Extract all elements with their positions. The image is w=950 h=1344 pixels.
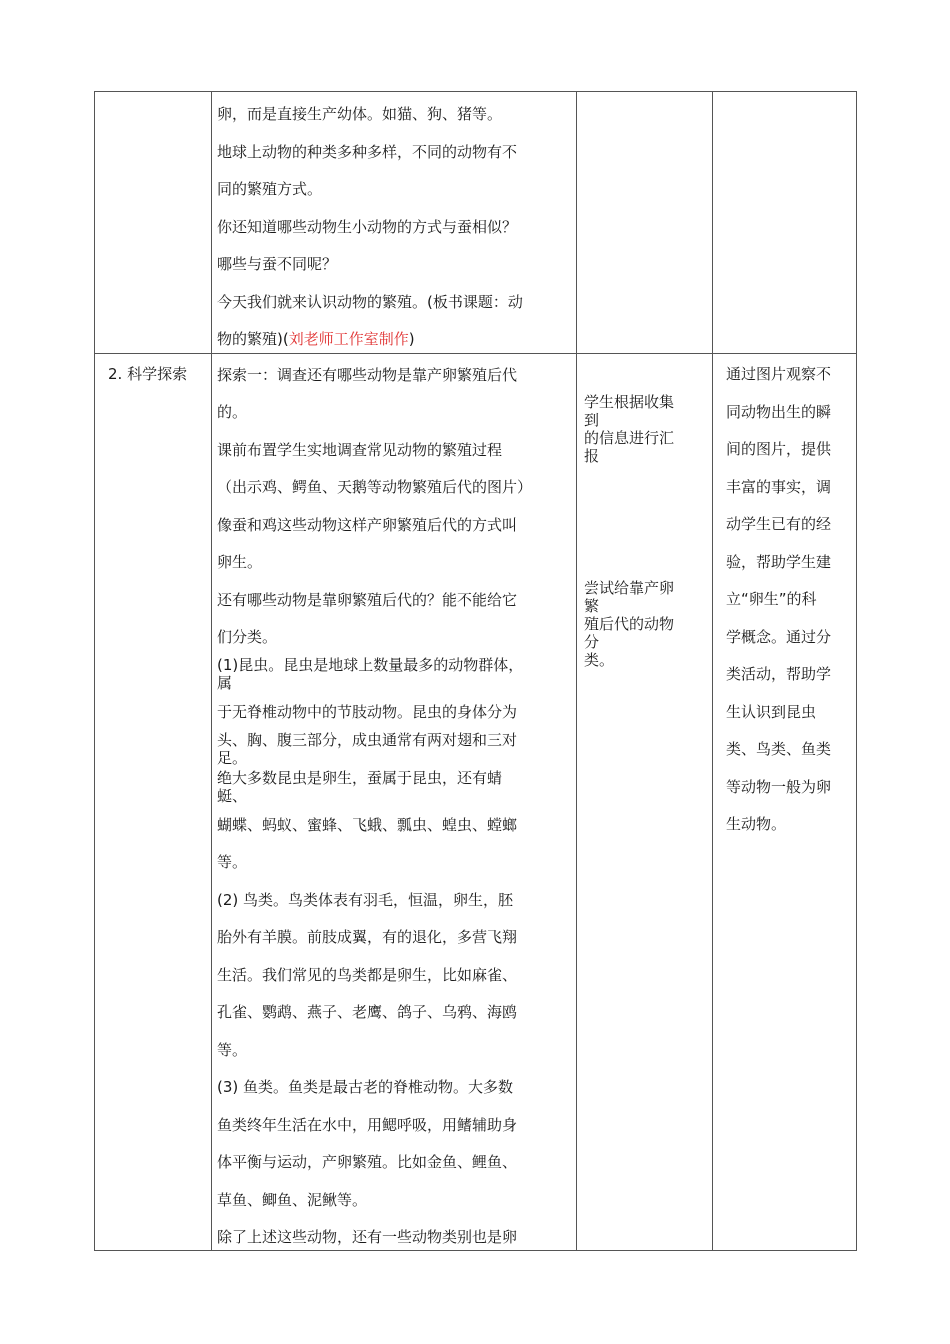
text-line: 学生根据收集 [584, 393, 675, 411]
text-line: 体平衡与运动，产卵繁殖。比如金鱼、鲤鱼、 [217, 1153, 518, 1171]
text-line: 绝大多数昆虫是卵生，蚕属于昆虫，还有蜻 [217, 769, 503, 787]
step-label: 2. 科学探索 [108, 365, 188, 383]
text-line: (3) 鱼类。鱼类是最古老的脊椎动物。大多数 [217, 1078, 514, 1096]
text-line: 通过图片观察不 [726, 365, 832, 383]
text-line: 还有哪些动物是靠卵繁殖后代的？能不能给它 [217, 591, 518, 609]
text-line: 同动物出生的瞬 [726, 402, 832, 421]
text-line: 属 [217, 674, 233, 692]
text-line: 验，帮助学生建 [726, 552, 832, 571]
row2-teaching-content [217, 354, 573, 1249]
text-line: (1)昆虫。昆虫是地球上数量最多的动物群体， [217, 656, 524, 674]
text-line: 的。 [217, 403, 248, 421]
column-divider-2 [576, 91, 577, 1251]
text-line: 等。 [217, 853, 248, 871]
text-line: 卵，而是直接生产幼体。如猫、狗、猪等。 [217, 105, 503, 123]
text-line: 蝴蝶、蚂蚁、蜜蜂、飞蛾、瓢虫、蝗虫、螳螂 [217, 816, 518, 834]
text-line: 头、胸、腹三部分，成虫通常有两对翅和三对 [217, 731, 518, 749]
text-line: 繁 [584, 597, 600, 615]
text-line: 今天我们就来认识动物的繁殖。(板书课题：动 [217, 292, 523, 311]
table-border-right [856, 91, 857, 1251]
text-line: 学概念。通过分 [726, 627, 832, 646]
text-line: 足。 [217, 749, 248, 767]
text-line: 类。 [584, 651, 615, 669]
table-border-bottom [94, 1250, 857, 1251]
text-line: 殖后代的动物 [584, 615, 675, 633]
text-line: 等。 [217, 1041, 248, 1059]
text-line: 鱼类终年生活在水中，用鳃呼吸，用鳍辅助身 [217, 1116, 518, 1134]
text-line: 们分类。 [217, 628, 278, 646]
text-line: 探索一：调查还有哪些动物是靠产卵繁殖后代 [217, 366, 518, 384]
text-line: 类活动，帮助学 [726, 665, 832, 683]
text-line: 胎外有羊膜。前肢成翼，有的退化，多营飞翔 [217, 928, 518, 946]
text-line: 同的繁殖方式。 [217, 180, 323, 198]
column-divider-3 [712, 91, 713, 1251]
text-line: 立“卵生”的科 [726, 590, 817, 608]
text-line: 蜓、 [217, 787, 248, 805]
text-line: 的信息进行汇 [584, 429, 675, 447]
text-line-with-attribution [217, 321, 523, 359]
table-border-left [94, 91, 95, 1251]
text-line: (2) 鸟类。鸟类体表有羽毛，恒温，卵生，胚 [217, 891, 514, 909]
text-line: 生动物。 [726, 815, 787, 833]
text-line: 丰富的事实，调 [726, 477, 832, 496]
text-line: 类、鸟类、鱼类 [726, 740, 832, 758]
text-line: 尝试给靠产卵 [584, 579, 675, 597]
student-activity-report [584, 393, 674, 465]
paren-open: ( [282, 330, 289, 348]
text-line: 卵生。 [217, 553, 263, 571]
text-line: 地球上动物的种类多种多样，不同的动物有不 [217, 142, 518, 161]
text-line: 除了上述这些动物，还有一些动物类别也是卵 [217, 1228, 518, 1246]
text-line: 分 [584, 633, 600, 651]
text-line: （出示鸡、鳄鱼、天鹅等动物繁殖后代的图片） [217, 478, 533, 496]
text-line: 你还知道哪些动物生小动物的方式与蚕相似？ [217, 217, 518, 236]
text-line: 报 [584, 447, 600, 465]
text-line: 哪些与蚕不同呢？ [217, 255, 338, 273]
column-divider-1 [211, 91, 212, 1251]
paren-close: ) [408, 330, 415, 348]
text-line: 到 [584, 411, 600, 429]
text-line: 间的图片，提供 [726, 440, 832, 458]
text-line: 像蚕和鸡这些动物这样产卵繁殖后代的方式叫 [217, 516, 518, 534]
lesson-title-text: 物的繁殖) [217, 330, 283, 348]
text-line: 生活。我们常见的鸟类都是卵生，比如麻雀、 [217, 966, 518, 984]
studio-attribution: 刘老师工作室制作 [288, 330, 409, 348]
text-line: 于无脊椎动物中的节肢动物。昆虫的身体分为 [217, 703, 518, 721]
row1-teaching-content [217, 96, 523, 359]
design-intent [726, 356, 831, 844]
text-line: 等动物一般为卵 [726, 777, 832, 796]
text-line: 孔雀、鹦鹉、燕子、老鹰、鸽子、乌鸦、海鸥 [217, 1003, 518, 1021]
text-line: 课前布置学生实地调查常见动物的繁殖过程 [217, 441, 503, 459]
lesson-plan-table [94, 91, 857, 1251]
table-border-top [94, 91, 857, 92]
student-activity-classify [584, 579, 674, 669]
text-line: 动学生已有的经 [726, 515, 832, 533]
text-line: 生认识到昆虫 [726, 702, 817, 721]
text-line: 草鱼、鲫鱼、泥鳅等。 [217, 1191, 368, 1209]
